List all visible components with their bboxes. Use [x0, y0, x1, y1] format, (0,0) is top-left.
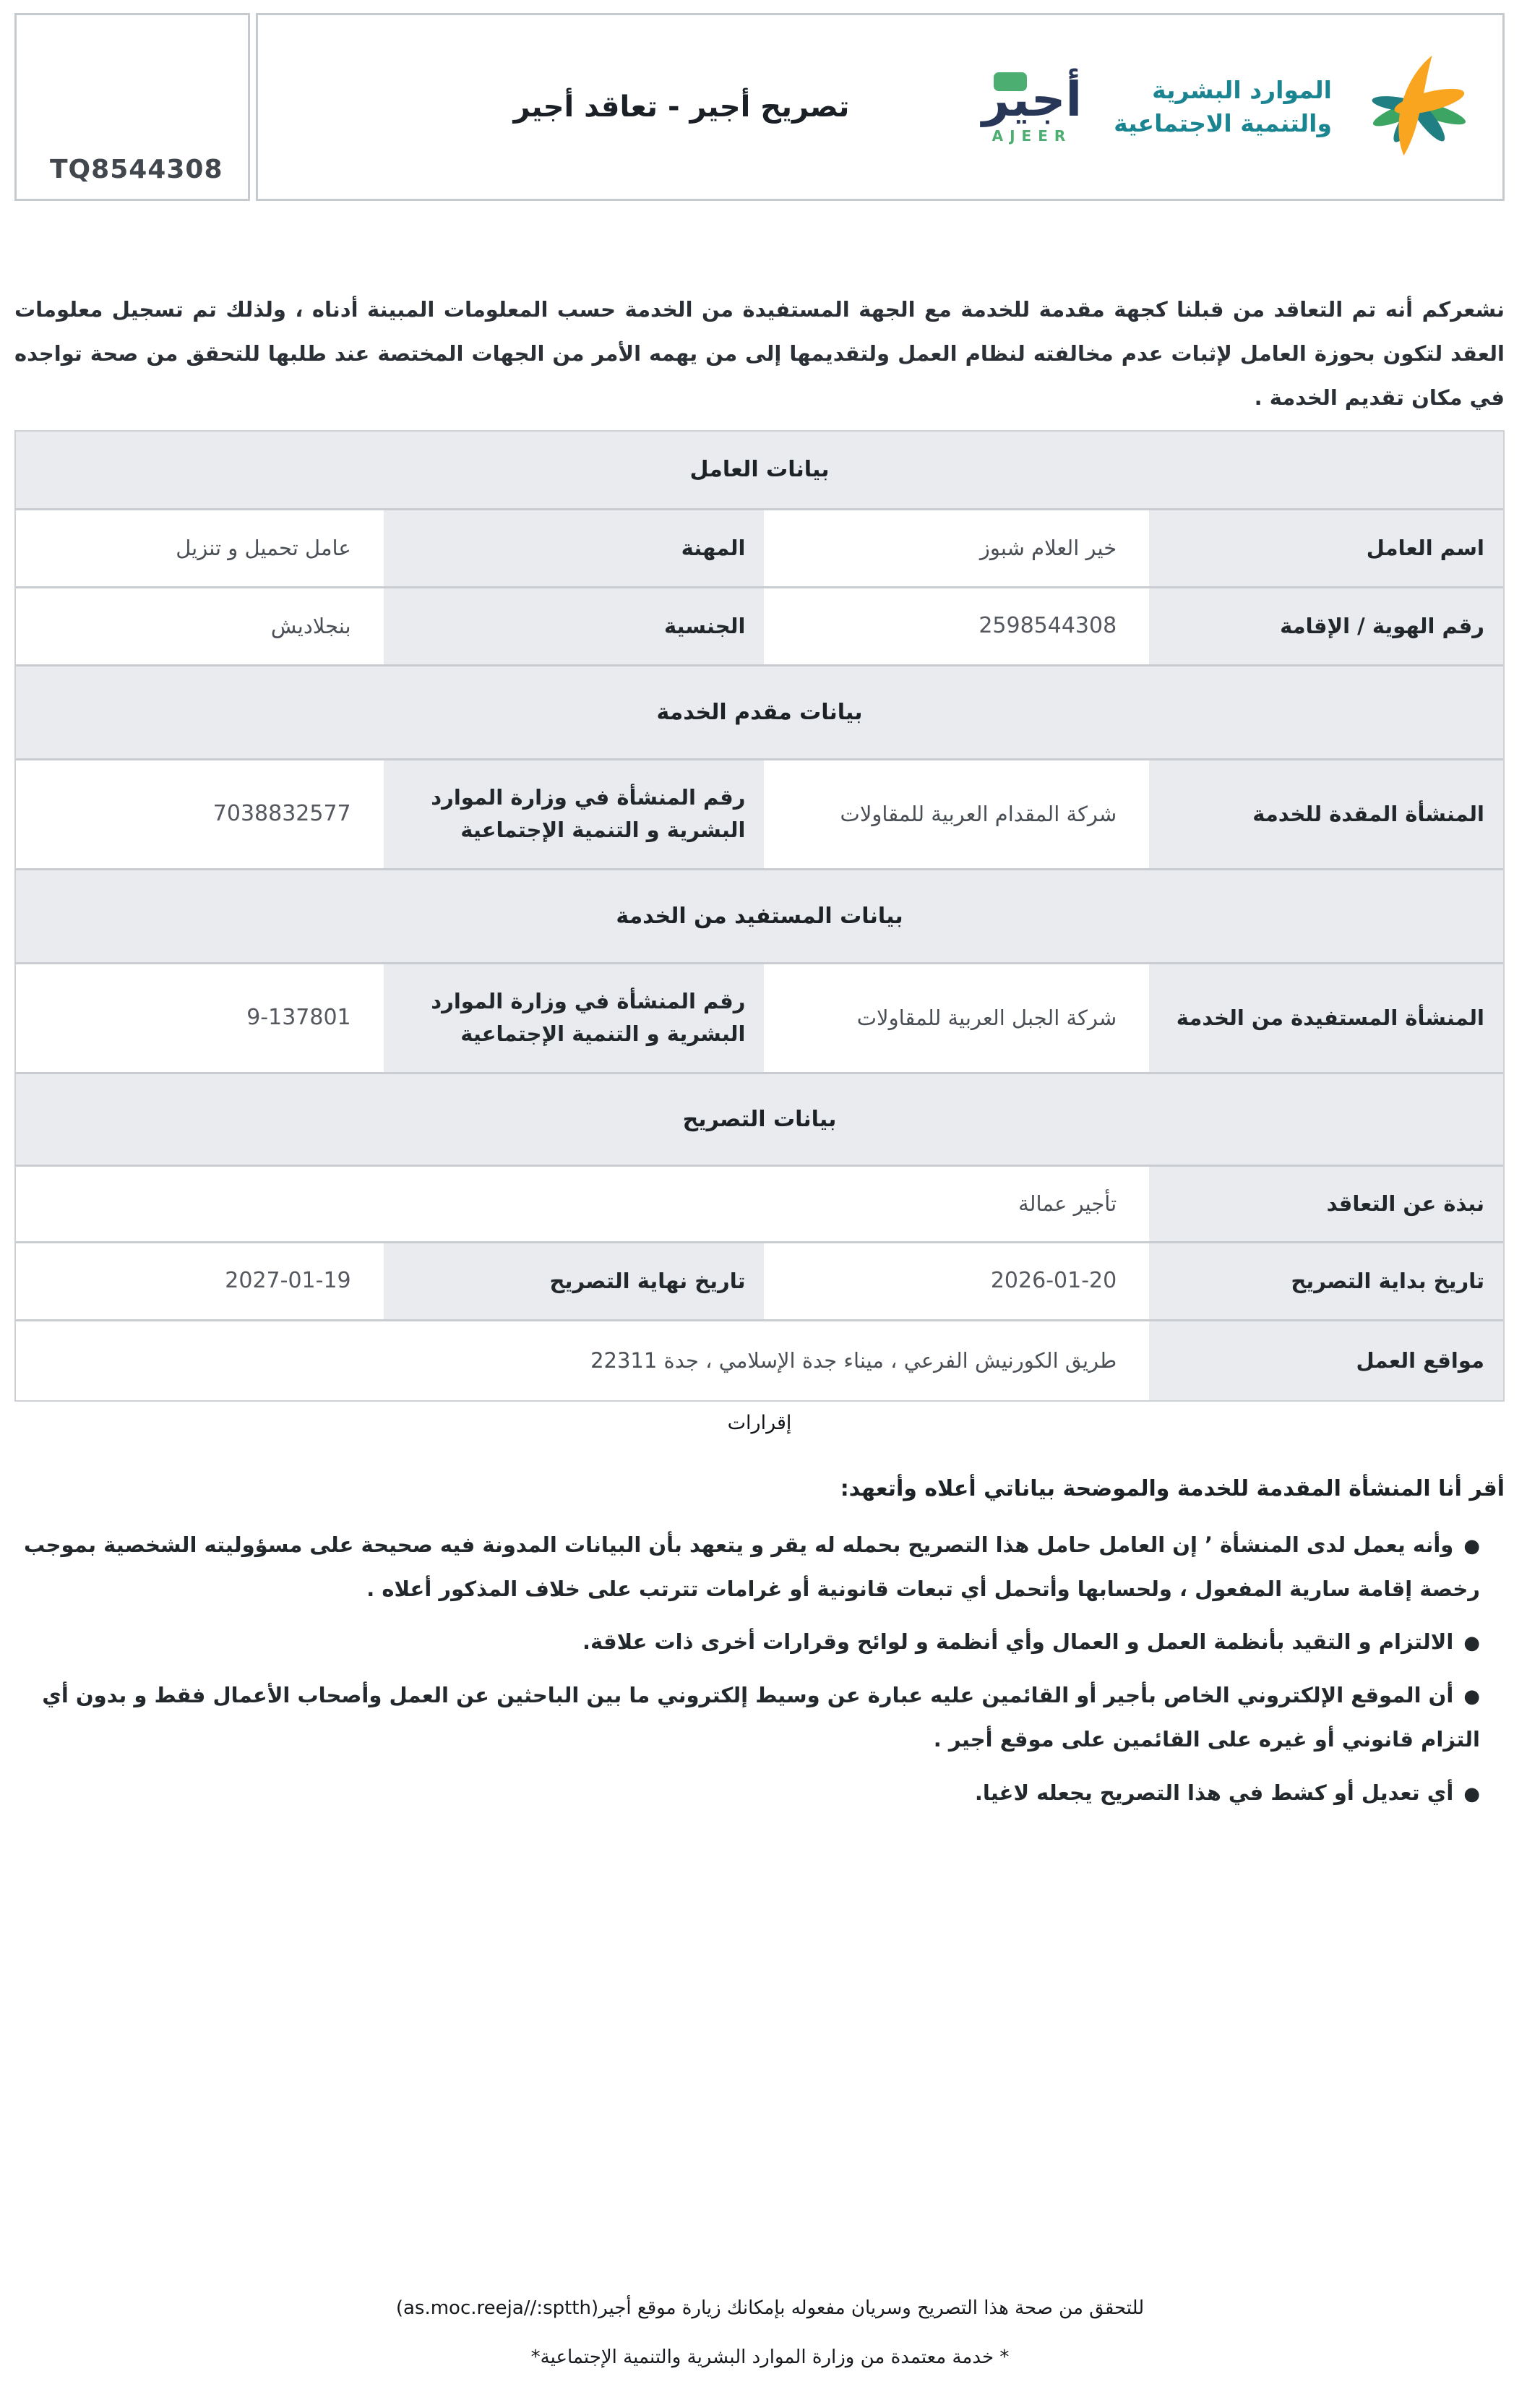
- section-header-beneficiary: بيانات المستفيد من الخدمة: [16, 868, 1503, 962]
- section-header-provider: بيانات مقدم الخدمة: [16, 664, 1503, 758]
- declaration-item: [14, 1771, 1480, 1815]
- page-title: تصريح أجير - تعاقد أجير: [513, 90, 850, 124]
- label-provider-establishment: المنشأة المقدة للخدمة: [1149, 760, 1503, 868]
- table-row: [16, 1319, 1503, 1400]
- declaration-text: أن الموقع الإلكتروني الخاص بأجير أو القائمين عليه عبارة عن وسيط إلكتروني ما بين الباحثين عن العمل وأصحاب الأعمال فقط و بدون أي التزام قانوني أو غيره على القائمين على موقع أجير .: [42, 1683, 1480, 1752]
- declarations: [14, 1476, 1505, 1815]
- value-id-number: 2598544308: [767, 588, 1145, 664]
- ministry-emblem-icon: [1364, 44, 1478, 170]
- value-profession: عامل تحميل و تنزيل: [16, 510, 380, 586]
- table-row: [16, 508, 1503, 586]
- table-row: [16, 962, 1503, 1072]
- header-main-box: [256, 13, 1505, 201]
- footer-verification-note: للتحقق من صحة هذا التصريح وسريان مفعوله بإمكانك زيارة موقع أجير(as.moc.reeja//:sptth): [395, 2297, 1145, 2319]
- value-nationality: بنجلاديش: [16, 588, 380, 664]
- table-row: [16, 1165, 1503, 1241]
- bullet-icon: ●: [1463, 1535, 1480, 1557]
- details-table: [14, 430, 1505, 1402]
- ministry-name-line1: الموارد البشرية: [1152, 75, 1332, 104]
- label-id-number: رقم الهوية / الإقامة: [1149, 588, 1503, 664]
- label-beneficiary-establishment: المنشأة المستفيدة من الخدمة: [1149, 964, 1503, 1072]
- value-work-locations: طريق الكورنيش الفرعي ، ميناء جدة الإسلامي ، جدة 22311: [16, 1321, 1145, 1400]
- declaration-text: أي تعديل أو كشط في هذا التصريح يجعله لاغيا.: [974, 1780, 1454, 1806]
- label-profession: المهنة: [384, 510, 765, 586]
- value-permit-end-date: 2027-01-19: [16, 1243, 380, 1319]
- declaration-text: الالتزام و التقيد بأنظمة العمل و العمال وأي أنظمة و لوائح وقرارات أخرى ذات علاقة.: [582, 1629, 1454, 1655]
- value-worker-name: خير العلام شبوز: [767, 510, 1145, 586]
- section-header-worker: بيانات العامل: [16, 432, 1503, 508]
- table-row: [16, 1241, 1503, 1319]
- value-contract-summary: تأجير عمالة: [16, 1167, 1145, 1241]
- value-beneficiary-mol-number: 9-137801: [16, 964, 380, 1072]
- ajeer-logo-arabic: أجير: [981, 71, 1083, 127]
- bullet-icon: ●: [1463, 1632, 1480, 1655]
- ministry-name-line2: والتنمية الاجتماعية: [1114, 109, 1332, 137]
- label-nationality: الجنسية: [384, 588, 765, 664]
- footer-accreditation-note: * خدمة معتمدة من وزارة الموارد البشرية والتنمية الإجتماعية*: [530, 2346, 1010, 2368]
- ministry-name: [1114, 74, 1332, 140]
- label-contract-summary: نبذة عن التعاقد: [1149, 1167, 1503, 1241]
- declarations-heading: أقر أنا المنشأة المقدمة للخدمة والموضحة بياناتي أعلاه وأتعهد:: [840, 1475, 1505, 1501]
- declaration-item: [14, 1673, 1480, 1762]
- value-provider-establishment: شركة المقدام العربية للمقاولات: [767, 760, 1145, 868]
- value-permit-start-date: 2026-01-20: [767, 1243, 1145, 1319]
- label-worker-name: اسم العامل: [1149, 510, 1503, 586]
- declaration-item: [14, 1620, 1480, 1664]
- section-header-permit: بيانات التصريح: [16, 1072, 1503, 1165]
- label-work-locations: مواقع العمل: [1149, 1321, 1503, 1400]
- declarations-section-title: إقرارات: [727, 1411, 792, 1434]
- label-provider-mol-number: رقم المنشأة في وزارة الموارد البشرية و التنمية الإجتماعية: [384, 760, 765, 868]
- label-permit-start-date: تاريخ بداية التصريح: [1149, 1243, 1503, 1319]
- value-beneficiary-establishment: شركة الجبل العربية للمقاولات: [767, 964, 1145, 1072]
- table-row: [16, 758, 1503, 868]
- title-wrap: [283, 90, 950, 124]
- declaration-item: [14, 1523, 1480, 1611]
- value-provider-mol-number: 7038832577: [16, 760, 380, 868]
- ajeer-logo-latin: AJEER: [991, 127, 1072, 145]
- declarations-list: [14, 1523, 1505, 1815]
- label-permit-end-date: تاريخ نهاية التصريح: [384, 1243, 765, 1319]
- label-beneficiary-mol-number: رقم المنشأة في وزارة الموارد البشرية و التنمية الإجتماعية: [384, 964, 765, 1072]
- ajeer-logo: [982, 69, 1082, 145]
- document-number-box: [14, 13, 250, 201]
- table-row: [16, 586, 1503, 664]
- bullet-icon: ●: [1463, 1783, 1480, 1806]
- bullet-icon: ●: [1463, 1686, 1480, 1708]
- declaration-text: وأنه يعمل لدى المنشأة ’ إن العامل حامل هذا التصريح بحمله له يقر و يتعهد بأن البيانات المدونة فيه صحيحة على مسؤوليته الشخصية بموجب رخصة إقامة سارية المفعول ، ولحسابها وأتحمل أي تبعات قانونية أو غرامات تترتب على خلاف المذكور أعلاه .: [23, 1532, 1480, 1601]
- document-number: TQ8544308: [50, 155, 223, 184]
- intro-paragraph: نشعركم أنه تم التعاقد من قبلنا كجهة مقدمة للخدمة مع الجهة المستفيدة من الخدمة حسب المعلومات المبينة أدناه ، ولذلك تم تسجيل معلومات العقد لتكون بحوزة العامل لإثبات عدم مخالفته لنظام العمل ولتقديمها إلى من يهمه الأمر من الجهات المختصة عند طلبها للتحقق من صحة تواجده في مكان تقديم الخدمة .: [14, 297, 1505, 410]
- header: [14, 13, 1505, 201]
- page: [14, 13, 1505, 1825]
